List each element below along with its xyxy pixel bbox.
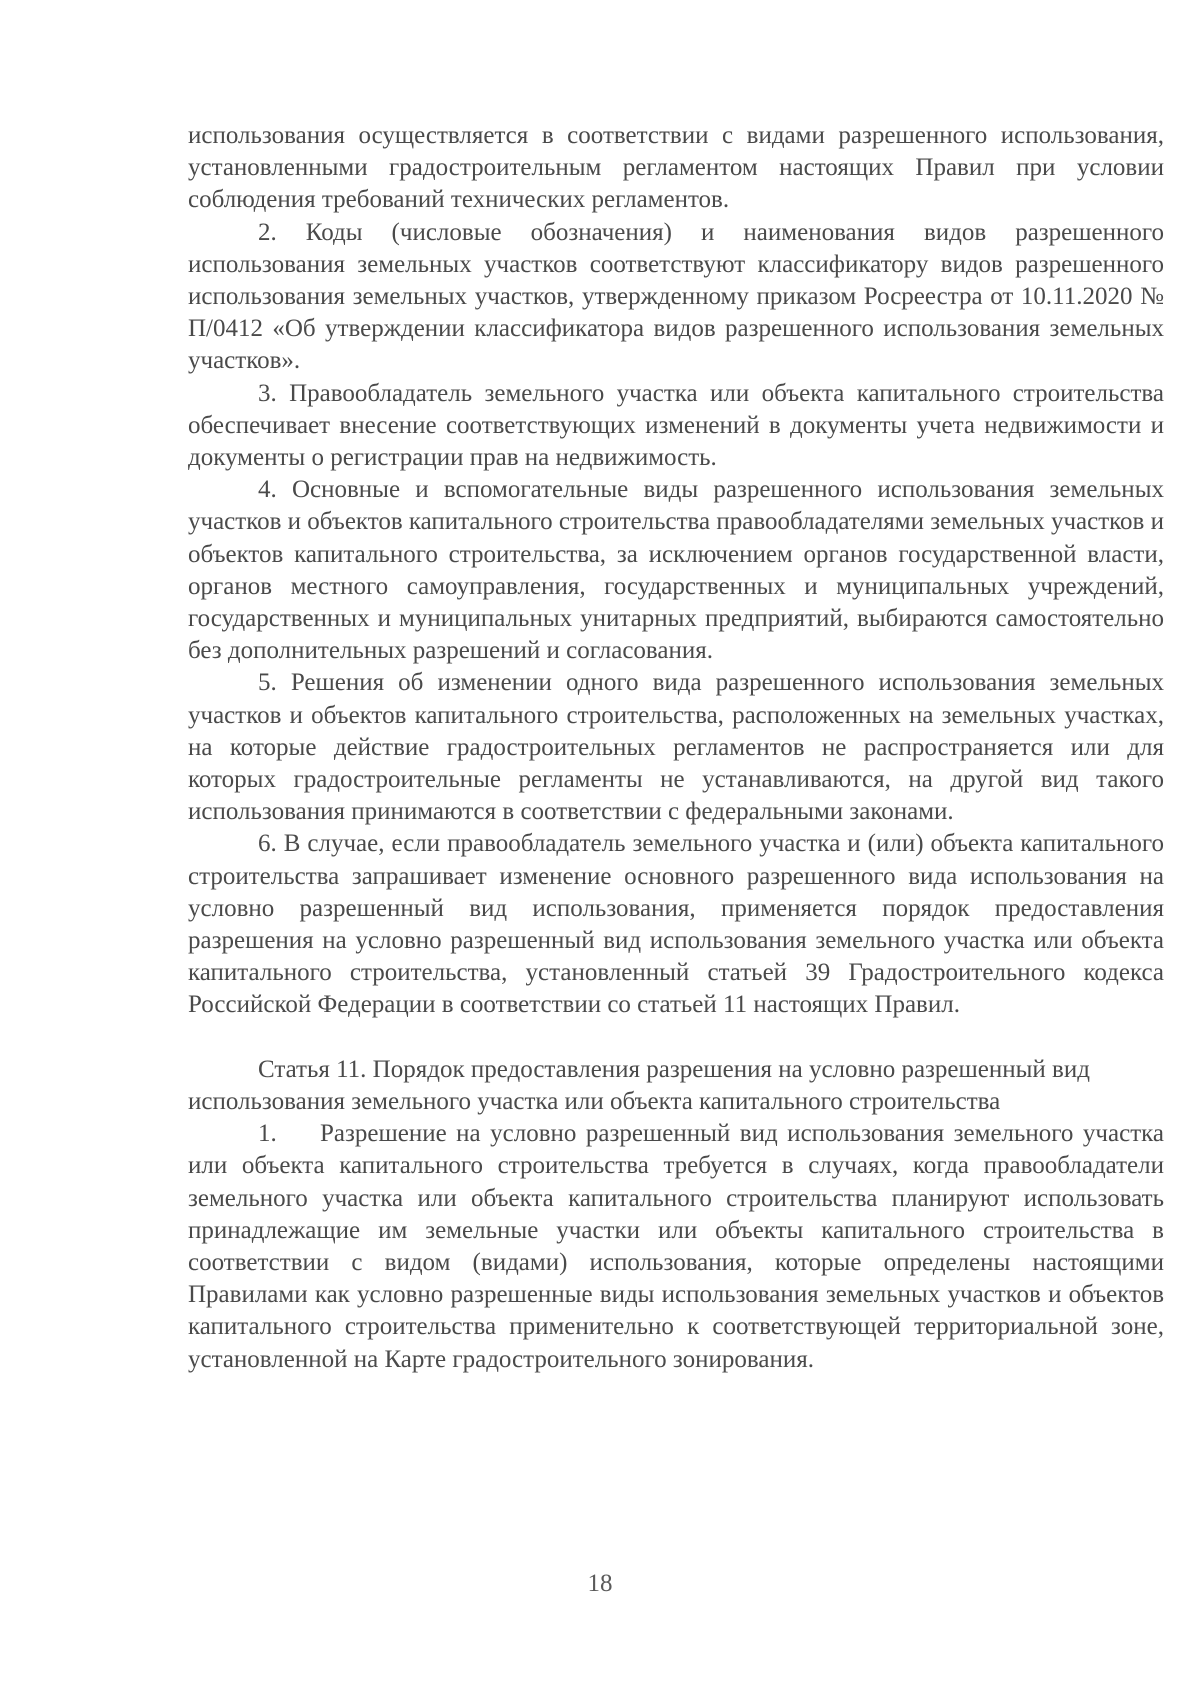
paragraph-5: 5. Решения об изменении одного вида разрешенного использования земельных участков и объектов капитального строительства, расположенных на земельных участках, на которые действие градостроительных регламентов не распространяется или для которых градостроительные регламенты не устанавливаются, на другой вид такого использования принимаются в соответствии с федеральными законами.: [188, 669, 1164, 826]
article-item-1-number: 1.: [258, 1120, 277, 1148]
page-number: 18: [587, 1570, 613, 1597]
paragraph-6: 6. В случае, если правообладатель земельного участка и (или) объекта капитального строительства запрашивает изменение основного разрешенного вида использования на условно разрешенный вид использования, применяется порядок предоставления разрешения на условно разрешенный вид использования земельного участка или объекта капитального строительства, установленный статьей 39 Градостроительного кодекса Российской Федерации в соответствии со статьей 11 настоящих Правил.: [188, 830, 1164, 1019]
article-title: Статья 11. Порядок предоставления разрешения на условно разрешенный вид использования земельного участка или объекта капитального строительства: [188, 1055, 1090, 1115]
paragraph-3: 3. Правообладатель земельного участка или объекта капитального строительства обеспечивает внесение соответствующих изменений в документы учета недвижимости и документы о регистрации прав на недвижимость.: [188, 379, 1164, 472]
continued-paragraph: использования осуществляется в соответствии с видами разрешенного использования, установленными градостроительным регламентом настоящих Правил при условии соблюдения требований технических регламентов.: [188, 122, 1164, 214]
paragraph-4: 4. Основные и вспомогательные виды разрешенного использования земельных участков и объектов капитального строительства правообладателями земельных участков и объектов капитального строительства, за исключением органов государственной власти, органов местного самоуправления, государственных и муниципальных учреждений, государственных и муниципальных унитарных предприятий, выбираются самостоятельно без дополнительных разрешений и согласования.: [188, 476, 1164, 665]
page-body: [188, 120, 1164, 1376]
article-item-1-text: Разрешение на условно разрешенный вид использования земельного участка или объекта капитального строительства требуется в случаях, когда правообладатели земельного участка или объекта капитального строительства планируют использовать принадлежащие им земельные участки или объекты капитального строительства в соответствии с видом (видами) использования, которые определены настоящими Правилами как условно разрешенные виды использования земельных участков и объектов капитального строительства применительно к соответствующей территориальной зоне, установленной на Карте градостроительного зонирования.: [188, 1120, 1164, 1373]
paragraph-2: 2. Коды (числовые обозначения) и наименования видов разрешенного использования земельных участков соответствуют классификатору видов разрешенного использования земельных участков, утвержденному приказом Росреестра от 10.11.2020 № П/0412 «Об утверждении классификатора видов разрешенного использования земельных участков».: [188, 218, 1164, 375]
article-item-1: [188, 1118, 1164, 1376]
